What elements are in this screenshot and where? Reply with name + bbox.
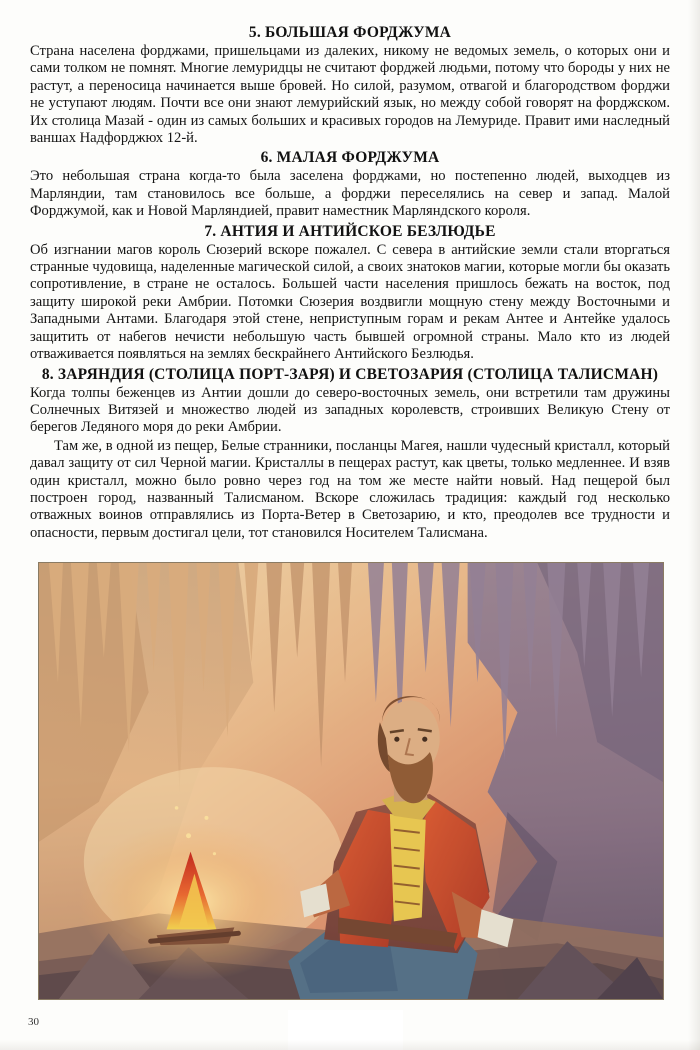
cave-illustration-art (39, 563, 663, 999)
section-5-paragraph-1: Страна населена форджами, пришельцами из далеких, никому не ведомых земель, о которых они и сами толком не помнят. Многие лемуридцы не считают форджей людьми, потому что бороды у них не растут, а переносица начинается выше бровей. Но силой, разумом, отвагой и благородством форджи не уступают людям. Почти все они знают лемурийский язык, но между собой говорят на форджском. Их столица Мазай - один из самых больших и красивых городов на Лемуриде. Правит ими наследный ваншах Надфорджюх 12-й. (30, 43, 670, 147)
section-7 (30, 223, 670, 364)
section-6-paragraph-1: Это небольшая страна когда-то была заселена форджами, но постепенно людей, выходцев из Марляндии, там становилось все больше, а форджи переселялись на север и запад. Малой Форджумой, как и Новой Марляндией, правит наместник Марляндского короля. (30, 168, 670, 220)
section-6-heading: 6. МАЛАЯ ФОРДЖУМА (260, 149, 440, 167)
section-7-paragraph-1: Об изгнании магов король Сюзерий вскоре пожалел. С севера в антийские земли стали вторгаться странные чудовища, наделенные магической силой, а своих знатоков магии, которые могли бы оказать сопротивление, в стране не осталось. Большей части населения пришлось бежать на восток, под защиту широкой реки Амбрии. Потомки Сюзерия воздвигли мощную стену между Восточными и Западными Антами. Благодаря этой стене, неприступным горам и рекам Антее и Антейке удалось защитить от набегов нечисти небольшую часть бывшей огромной страны. Мало кто из людей отваживается появляться на землях бескрайнего Антийского Безлюдья. (30, 241, 670, 363)
page-number: 30 (28, 1016, 39, 1028)
page-edge-shadow-bottom (0, 1040, 700, 1050)
section-7-heading: 7. АНТИЯ И АНТИЙСКОЕ БЕЗЛЮДЬЕ (204, 222, 496, 240)
section-8 (30, 366, 670, 543)
section-8-paragraph-2: Там же, в одной из пещер, Белые странники, посланцы Магея, нашли чудесный кристалл, который давал защиту от сил Черной магии. Кристаллы в пещерах растут, как цветы, только медленнее. И взяв один кристалл, можно было ровно через год на том же месте найти новый. Над пещерой был построен город, названный Талисманом. Вскоре сложилась традиция: каждый год несколько отважных воинов отправлялись из Порта-Ветер в Светозарию, и кто, преодолев все трудности и опасности, первым достигал цели, тот становился Носителем Талисмана. (30, 437, 670, 541)
section-8-heading: 8. ЗАРЯНДИЯ (СТОЛИЦА ПОРТ-ЗАРЯ) И СВЕТОЗАРИЯ (СТОЛИЦА ТАЛИСМАН) (41, 365, 659, 383)
cave-illustration (38, 562, 664, 1000)
section-5-heading: 5. БОЛЬШАЯ ФОРДЖУМА (248, 24, 452, 41)
text-column (30, 24, 670, 544)
section-6 (30, 149, 670, 220)
section-5 (30, 24, 670, 147)
page-edge-shadow-right (688, 0, 700, 1050)
section-8-paragraph-1: Когда толпы беженцев из Антии дошли до северо-восточных земель, они встретили там дружины Солнечных Витязей и множество людей из западных королевств, строивших Великую Стену от берегов Ледяного моря до реки Амбрии. (30, 384, 670, 436)
